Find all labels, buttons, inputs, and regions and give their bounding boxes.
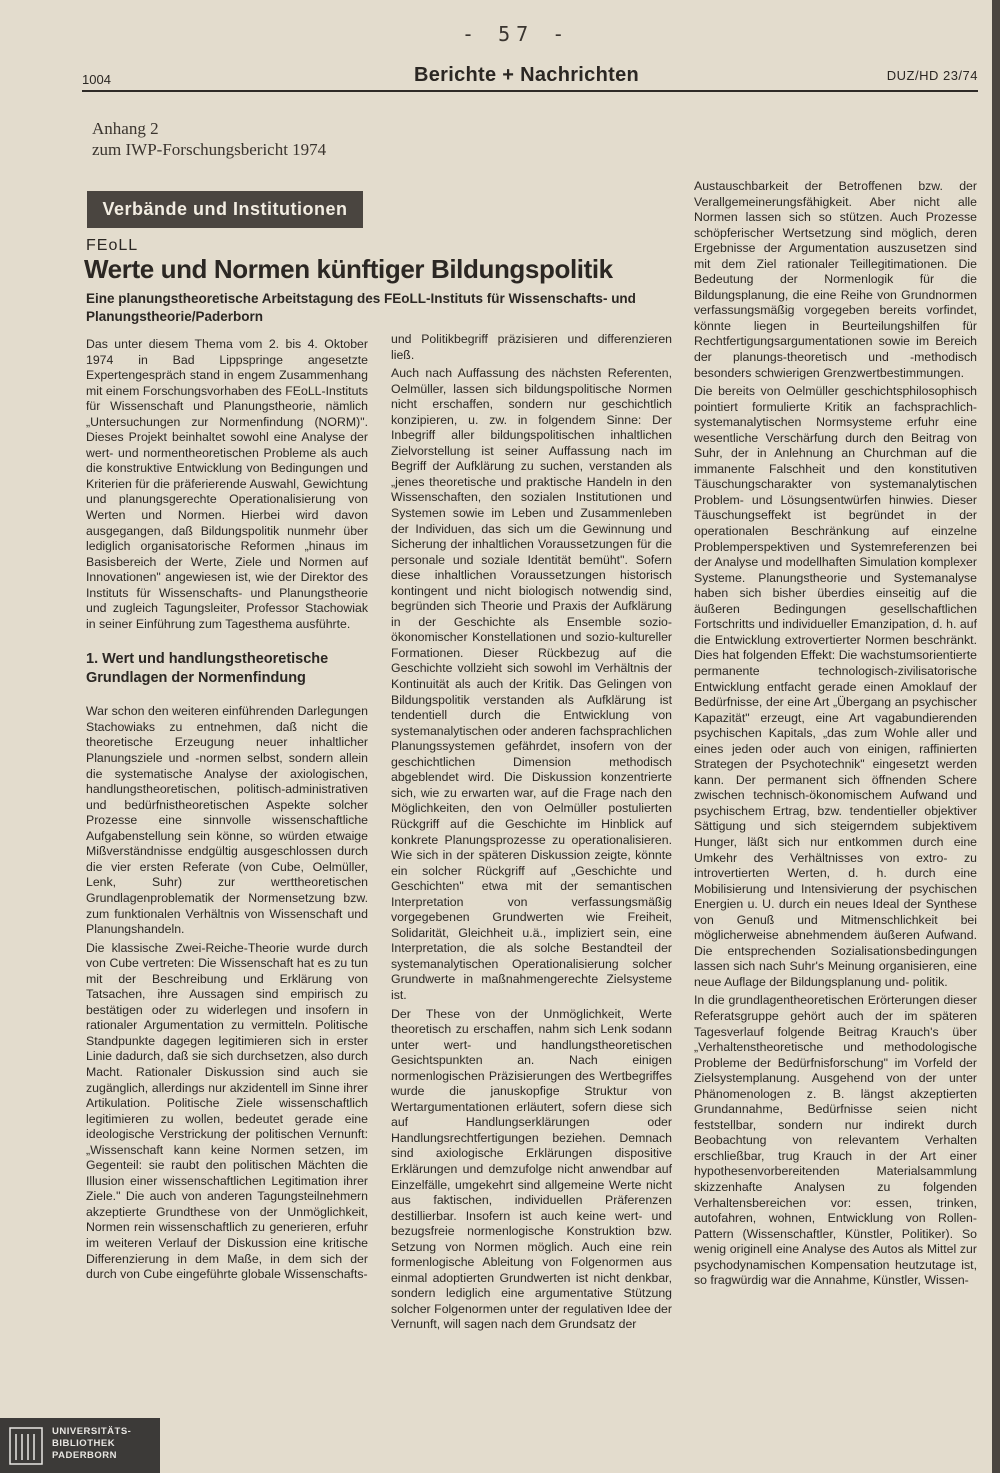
library-name-line-3: PADERBORN [52,1450,118,1461]
paragraph: und Politikbegriff präzisieren und differenzieren ließ. [391,332,672,362]
paragraph: Die klassische Zwei-Reiche-Theorie wurde durch von Cube vertreten: Die Wissenschaft hat es zu tun mit der Beschreibung und Erklärung von Tatsachen, ihre Aussagen sind empirisch zu bestätigen oder zu widerlegen und insofern in rationaler Argumentation zu vermitteln. Politische Standpunkte dagegen legitimieren sich in erster Linie dadurch, daß sie sich durchsetzen, also durch Macht. Rationaler Diskussion sind auch sie zugänglich, allerdings nur akzidentell im Sinne ihrer Artikulation. Politische Ziele wissenschaftlich legitimieren zu wollen, bedeutet gerade eine ideologische Verstrickung der politischen Vernunft: „Wissenschaft kann keine Normen setzen, im Gegenteil: sie raubt den politischen Mächten die Illusion einer wissenschaftlichen Legitimation ihrer Ziele." Die auch von anderen Tagungsteilnehmern akzeptierte Grundthese von der Unmöglichkeit, Normen rein wissenschaftlich zu generieren, erfuhr im weiteren Verlauf der Diskussion eine kritische Differenzierung in dem Maße, in dem sich der durch von Cube eingeführte globale Wissenschafts- [86,940,368,1282]
appendix-note [92,118,326,160]
column-1 [86,337,368,1387]
paragraph: Das unter diesem Thema vom 2. bis 4. Oktober 1974 in Bad Lippspringe angesetzte Expertengespräch stand in engem Zusammenhang mit einem Forschungsvorhaben des FEoLL-Instituts für Wissenschaft und Planungstheorie, nämlich „Untersuchungen zur Normenfindung (NORM)". Dieses Projekt beinhaltet sowohl eine Analyse der wert- und normentheoretischen Probleme als auch die konstruktive Entwicklung von Bedingungen und Kriterien für die präferierende Auswahl, Gewichtung und planungsgerechte Operationalisierung von Werten und Normen. Hierbei wird davon ausgegangen, daß Bildungspolitik nunmehr über lediglich organisatorische Reformen „hinaus im Basisbereich der Werte, Ziele und Normen auf Innovationen" angewiesen ist, wie der Direktor des Instituts für Wissenschafts- und Planungstheorie und zugleich Tagungsleiter, Professor Stachowiak in seiner Einführung zum Tagesthema ausführte. [86,337,368,631]
header-page-number: 1004 [82,72,111,87]
article-subtitle: Eine planungstheoretische Arbeitstagung des FEoLL-Instituts für Wissenschafts- und Planungstheorie/Paderborn [86,291,636,324]
appendix-line-1: Anhang 2 [92,119,159,138]
paragraph: In die grundlagentheoretischen Erörterungen dieser Referatsgruppe gehört auch der im späteren Tagesverlauf folgende Beitrag Krauch's über „Verhaltenstheoretische und methodologische Probleme der Bedürfnisforschung" im Vorfeld der Zielsystemplanung. Ausgehend von der unter Phänomenologen z. B. längst akzeptierten Grundannahme, Bedürfnisse seien nicht feststellbar, sondern nur indirekt durch Beobachtung von relevantem Verhalten erschließbar, trug Krauch in der Art einer hypothesenvorbereitenden Materialsammlung skizzenhafte Analysen zu folgenden Verhaltensbereichen vor: essen, trinken, autofahren, wohnen, Entwicklung von Rollen-Pattern (Wissenschaftler, Künstler, Politiker). So wenig originell eine Analyse des Autos als Mittel zur psychodynamischen Kompensation heutzutage ist, so fragwürdig war die Annahme, Künstler, Wissen- [694,993,977,1288]
paragraph: Der These von der Unmöglichkeit, Werte theoretisch zu erschaffen, nahm sich Lenk sodann unter wert- und handlungstheoretischen Gesichtspunkten an. Nach einigen normenlogischen Präzisierungen des Wertbegriffes wurde die januskopfige Struktur von Wertargumentationen erläutert, sofern diese sich auf Handlungserklärungen oder Handlungsrechtfertigungen beziehen. Demnach sind axiologische Erklärungen dispositive Erklärungen und demzufolge nicht anwendbar auf Einzelfälle, umgekehrt sind allgemeine Werte nicht aus faktischen, individuellen Präferenzen destillierbar. Insofern ist auch keine wert- und bezugsfreie normenlogische Konstruktion bzw. Setzung von Normen möglich. Auch eine rein formenlogische Ableitung von Folgenormen aus einmal adoptierten Grundwerten ist nicht denkbar, sondern lediglich eine argumentative Stützung solcher Folgenormen unter der regulativen Idee der Vernunft, will sagen nach dem Grundsatz der [391,1006,672,1332]
section-banner: Verbände und Institutionen [87,191,363,228]
header-journal: DUZ/HD 23/74 [886,68,978,83]
library-name [52,1426,131,1462]
column-3 [694,179,977,1389]
organization-label: FEoLL [86,237,139,254]
page-marker: - 57 - [462,22,571,46]
library-name-line-1: UNIVERSITÄTS- [52,1426,132,1437]
paragraph: Die bereits von Oelmüller geschichtsphilosophisch pointiert formulierte Kritik an fachsprachlich-systemanalytischen Normsysteme erfuhr eine wesentliche Verschärfung durch den Beitrag von Suhr, der in Anlehnung an Churchman auf die immanente Falschheit und den konstitutiven Täuschungscharakter von systemanalytischen Problem- und Lösungsentwürfen hinwies. Dieser Täuschungseffekt ist begründet in der operationalen Beschränkung auf einzelne Problemperspektiven und Systemreferenzen bei der Analyse und modellhaften Simulation komplexer Systeme. Planungstheorie und Systemanalyse haben sich bisher überdies einseitig auf die äußeren Bedingungen gesellschaftlichen Fortschritts und individueller Emanzipation, d. h. auf die Entwicklung extrovertierter Normen beschränkt. Dies hat folgenden Effekt: Die wachstumsorientierte permanente technologisch-zivilisatorische Entwicklung entfacht gerade einen Amoklauf der Bedürfnisse, der eine Art „Übergang an psychischer Kapazität" erzeugt, eine Art vagabundierenden psychischen Kapitals, „das zum Wohle aller und eines jeden oder auch von einigen, raffinierten Strategen der Psychotechnik" eingesetzt werden kann. Der permanent sich öffnenden Schere zwischen technisch-ökonomischem Aufwand und psychischem Ertrag, bzw. tendentieller objektiver Sättigung und sich steigerndem subjektivem Hunger, läßt sich nur entkommen durch eine Umkehr des Verhältnisses von extro- zu introvertierten Werten, d. h. durch eine Mobilisierung und Intensivierung der psychischen Energien u. U. durch ein neues Ideal der Synthese von Genuß und Mitmenschlichkeit bei möglicherweise abnehmendem äußeren Aufwand. Die entsprechenden Sozialisationsbedingungen lassen sich nach Suhr's Meinung organisieren, eine neue Auflage der Bildungsplanung und- politik. [694,384,977,989]
article-title: Werte und Normen künftiger Bildungspolitik [84,254,613,284]
paragraph: Austauschbarkeit der Betroffenen bzw. der Verallgemeinerungsfähigkeit. Aber nicht alle Normen lassen sich so stützen. Auch Prozesse schöpferischer Wertsetzung sind möglich, deren Ergebnisse der Argumentation auszusetzen sind mit dem Ziel rationaler Teillegitimationen. Die Bedeutung der Normenlogik für die Bildungsplanung, die eine Reihe von Grundnormen verfassungsmäßig vorgegeben bereits vorfindet, könnte liegen in Beurteilungshilfen für Rechtfertigungsargumentationen sowie im Bereich der planungs-theoretisch und -methodisch besonders schwierigen Grenzwertbestimmungen. [694,179,977,380]
library-logo [0,1418,160,1473]
page-edge [992,0,1000,1473]
library-name-line-2: BIBLIOTHEK [52,1438,116,1449]
library-emblem-icon [8,1426,44,1466]
header-section: Berichte + Nachrichten [414,64,640,86]
paragraph: Auch nach Auffassung des nächsten Referenten, Oelmüller, lassen sich bildungspolitische Normen nicht erschaffen, sondern nur geschichtlich konzipieren, u. zw. in folgendem Sinne: Der Inbegriff aller bildungspolitischen inhaltlichen Zielvorstellung ist seiner Auffassung nach im Begriff der Aufklärung zu suchen, verstanden als „jenes theoretische und praktische Handeln in den Wissenschaften, den sozialen Institutionen und Systemen sowie im Leben und Zusammenleben der Individuen, das sich um die Gewinnung und Sicherung der inhaltlichen Voraussetzungen für die personale und soziale Identität bemüht". Sofern diese inhaltlichen Voraussetzungen historisch kontingent und nicht biologisch notwendig sind, begründen sich Theorie und Praxis der Aufklärung in der Geschichte als Ensemble sozio-ökonomischer Konstellationen und sozio-kultureller Formationen. Dieser Rückbezug auf die Geschichte vollzieht sich sowohl im Verhältnis der Kontinuität als auch der Kritik. Das Gelingen von Bildungspolitik verstanden als Aufklärung ist tendentiell durch die Entwicklung von systemanalytischen oder anderen fachsprachlichen Planungssystemen gefährdet, insofern von der geschichtlichen Dimension methodisch abgeblendet wird. Die Diskussion konzentrierte sich, wie zu erwarten war, auf die Frage nach den Möglichkeiten, den von Oelmüller postulierten Rückgriff auf die Geschichte im Hinblick auf konkrete Planungsprozesse zu operationalisieren. Wie sich in der späteren Diskussion zeigte, könnte ein solcher Rückgriff auf „Geschichte und Geschichten" etwa mit der semantischen Interpretation von verfassungsmäßig vorgegebenen Grundwerten wie Freiheit, Solidarität, Gleichheit u.ä., impliziert sein, eine Interpretation, die als solche Bestandteil der systemanalytischen Operationalisierung solcher Grundwerte in maßnahmengerechte Zielsysteme ist. [391,366,672,1002]
paragraph: War schon den weiteren einführenden Darlegungen Stachowiaks zu entnehmen, daß nicht die theoretische Erzeugung neuer inhaltlicher Planungsziele und -normen selbst, sondern allein die systematische Analyse der axiologischen, handlungstheoretischen, politisch-administrativen und bedürfnistheoretischen Aspekte solcher Prozesse eine sinnvolle wissenschaftliche Aufgabenstellung sein könne, so würden etwaige Mißverständnisse endgültig ausgeschlossen durch die vier ersten Referate (von Cube, Oelmüller, Lenk, Suhr) zur werttheoretischen Grundlagenproblematik der Normensetzung bzw. zum funktionalen Verhältnis von Wissenschaft und Planungshandeln. [86,704,368,937]
running-header [82,64,978,92]
appendix-line-2: zum IWP-Forschungsbericht 1974 [92,140,327,159]
column-2 [391,332,672,1387]
section-heading: 1. Wert und handlungstheoretische Grundlagen der Normenfindung [86,651,329,687]
